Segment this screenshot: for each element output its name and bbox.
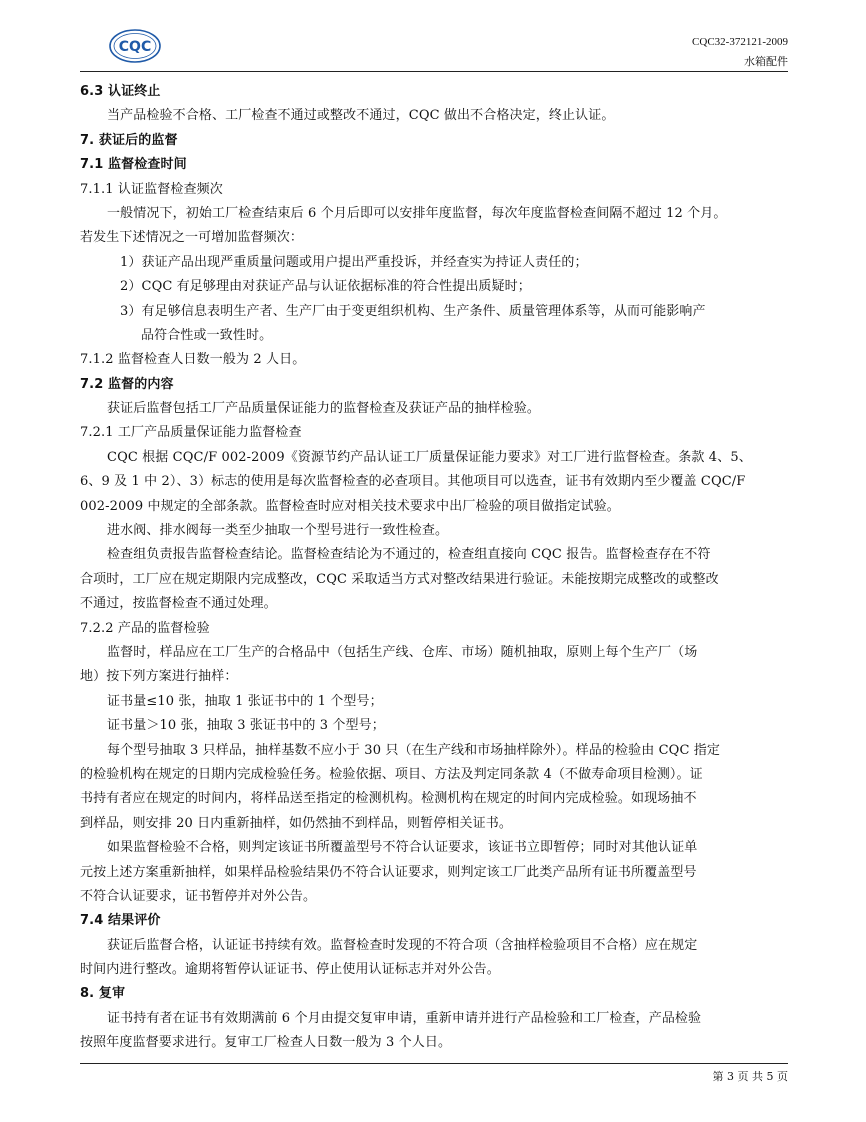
document-subtitle: 水箱配件 bbox=[744, 55, 788, 68]
text-line: 7.1.2 监督检查人日数一般为 2 人日。 bbox=[80, 352, 306, 368]
section-heading: 7.1 监督检查时间 bbox=[80, 157, 187, 173]
header-divider bbox=[80, 71, 788, 72]
text-line: 如果监督检验不合格，则判定该证书所覆盖型号不符合认证要求，该证书立即暂停；同时对其他认证单 bbox=[107, 840, 698, 856]
text-line: 的检验机构在规定的日期内完成检验任务。检验依据、项目、方法及判定同条款 4（不做寿命项目检测）。证 bbox=[80, 766, 703, 782]
cqc-logo-icon bbox=[108, 28, 162, 64]
text-line: 当产品检验不合格、工厂检查不通过或整改不通过，CQC 做出不合格决定，终止认证。 bbox=[107, 108, 615, 124]
text-line: 7.2.1 工厂产品质量保证能力监督检查 bbox=[80, 425, 302, 441]
section-heading: 7.2 监督的内容 bbox=[80, 376, 174, 392]
text-line: 元按上述方案重新抽样，如果样品检验结果仍不符合认证要求，则判定该工厂此类产品所有证书所覆盖型号 bbox=[80, 864, 697, 880]
page-number: 第 3 页 共 5 页 bbox=[712, 1070, 788, 1083]
text-line: 6、9 及 1 中 2）、3）标志的使用是每次监督检查的必查项目。其他项目可以选查，证书有效期内至少覆盖 CQC/F bbox=[80, 474, 746, 490]
text-line: 检查组负责报告监督检查结论。监督检查结论为不通过的，检查组直接向 CQC 报告。监督检查存在不符 bbox=[107, 547, 711, 563]
text-line: 品符合性或一致性时。 bbox=[141, 327, 273, 343]
text-line: 7.2.2 产品的监督检验 bbox=[80, 620, 210, 636]
text-line: 获证后监督合格，认证证书持续有效。监督检查时发现的不符合项（含抽样检验项目不合格）应在规定 bbox=[107, 937, 698, 953]
text-line: 002-2009 中规定的全部条款。监督检查时应对相关技术要求中出厂检验的项目做指定试验。 bbox=[80, 498, 620, 514]
document-code: CQC32-372121-2009 bbox=[692, 36, 788, 48]
text-line: 按照年度监督要求进行。复审工厂检查人日数一般为 3 个人日。 bbox=[80, 1035, 452, 1051]
text-line: 获证后监督包括工厂产品质量保证能力的监督检查及获证产品的抽样检验。 bbox=[107, 401, 540, 417]
page-header bbox=[80, 24, 788, 70]
section-heading: 6.3 认证终止 bbox=[80, 84, 161, 99]
text-line: 证书持有者在证书有效期满前 6 个月由提交复审申请，重新申请并进行产品检验和工厂检查，产品检验 bbox=[107, 1010, 702, 1026]
text-line: 合项时，工厂应在规定期限内完成整改，CQC 采取适当方式对整改结果进行验证。未能按期完成整改的或整改 bbox=[80, 571, 719, 587]
text-line: 2）CQC 有足够理由对获证产品与认证依据标准的符合性提出质疑时； bbox=[120, 279, 531, 295]
text-line: 若发生下述情况之一可增加监督频次： bbox=[80, 230, 304, 246]
section-heading: 8. 复审 bbox=[80, 986, 126, 1002]
footer-divider bbox=[80, 1063, 788, 1064]
text-line: 监督时，样品应在工厂生产的合格品中（包括生产线、仓库、市场）随机抽取，原则上每个生产厂（场 bbox=[107, 644, 698, 660]
text-line: 7.1.1 认证监督检查频次 bbox=[80, 181, 223, 197]
text-line: 证书量＞10 张，抽取 3 张证书中的 3 个型号； bbox=[107, 718, 385, 734]
text-line: 进水阀、排水阀每一类至少抽取一个型号进行一致性检查。 bbox=[107, 523, 449, 539]
text-line: 证书量≤10 张，抽取 1 张证书中的 1 个型号； bbox=[107, 693, 383, 709]
text-line: 时间内进行整改。逾期将暂停认证证书、停止使用认证标志并对外公告。 bbox=[80, 962, 500, 978]
logo-text: CQC bbox=[118, 39, 152, 55]
text-line: 每个型号抽取 3 只样品，抽样基数不应小于 30 只（在生产线和市场抽样除外）。样品的检验由 CQC 指定 bbox=[107, 742, 721, 758]
section-heading: 7.4 结果评价 bbox=[80, 913, 161, 929]
text-line: 到样品，则安排 20 日内重新抽样，如仍然抽不到样品，则暂停相关证书。 bbox=[80, 815, 513, 831]
text-line: CQC 根据 CQC/F 002-2009《资源节约产品认证工厂质量保证能力要求》对工厂进行监督检查。条款 4、5、 bbox=[107, 449, 752, 465]
text-line: 不符合认证要求，证书暂停并对外公告。 bbox=[80, 888, 317, 904]
text-line: 书持有者应在规定的时间内，将样品送至指定的检测机构。检测机构在规定的时间内完成检验。如现场抽不 bbox=[80, 791, 697, 807]
document-body bbox=[80, 80, 788, 1056]
section-heading: 7. 获证后的监督 bbox=[80, 132, 178, 148]
text-line: 一般情况下，初始工厂检查结束后 6 个月后即可以安排年度监督，每次年度监督检查间隔不超过 12 个月。 bbox=[107, 205, 727, 221]
text-line: 地）按下列方案进行抽样： bbox=[80, 669, 238, 685]
text-line: 不通过，按监督检查不通过处理。 bbox=[80, 596, 277, 612]
text-line: 1）获证产品出现严重质量问题或用户提出严重投诉，并经查实为持证人责任的； bbox=[120, 254, 588, 270]
text-line: 3）有足够信息表明生产者、生产厂由于变更组织机构、生产条件、质量管理体系等，从而可能影响产 bbox=[120, 303, 706, 319]
